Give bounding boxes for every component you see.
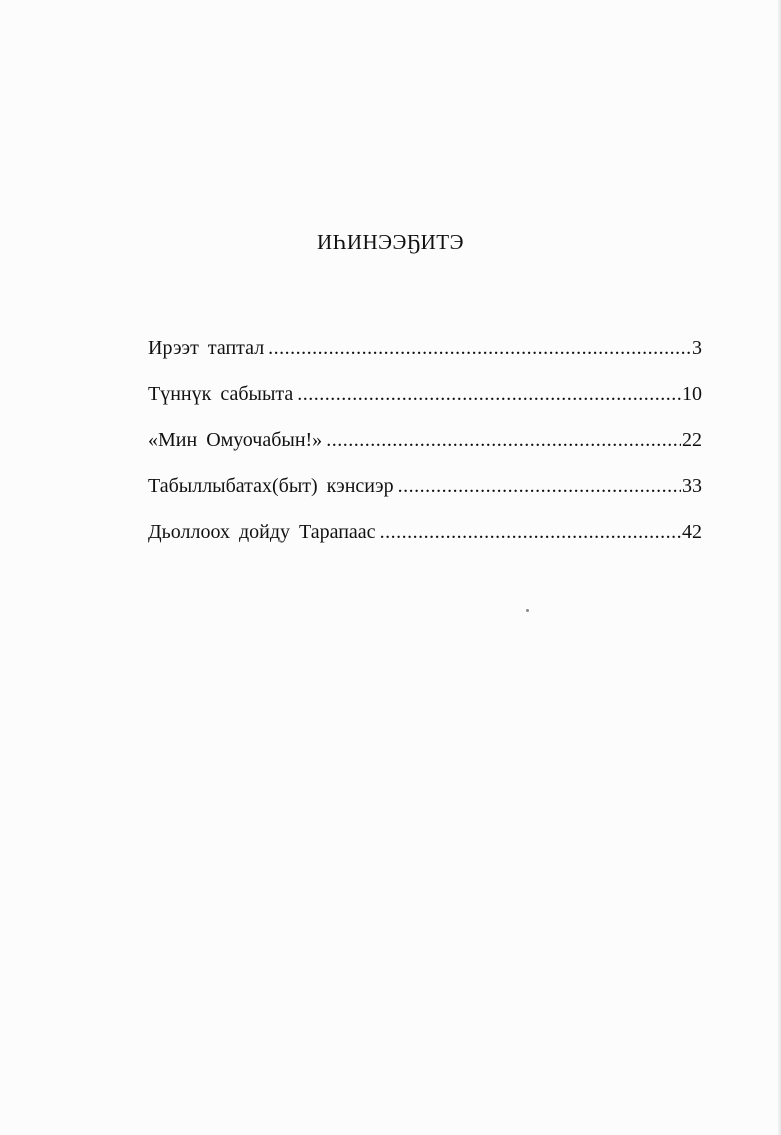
dot-leader [268, 334, 691, 362]
toc-page-number: 10 [682, 383, 702, 405]
toc-page-number: 3 [692, 337, 702, 359]
page-title: ИҺИНЭЭҔИТЭ [317, 230, 464, 254]
dot-leader [398, 472, 681, 500]
toc-entry [148, 334, 702, 380]
table-of-contents [148, 334, 702, 564]
toc-entry-title: Дьоллоох дойду Тарапаас [148, 521, 376, 543]
toc-page-number: 22 [682, 429, 702, 451]
toc-entry [148, 518, 702, 564]
toc-page-number: 42 [682, 521, 702, 543]
paper-speck [526, 609, 529, 612]
dot-leader [380, 518, 681, 546]
toc-entry [148, 426, 702, 472]
toc-entry [148, 380, 702, 426]
toc-entry-title: «Мин Омуочабын!» [148, 429, 323, 451]
dot-leader [326, 426, 681, 454]
toc-entry-title: Түннүк сабыыта [148, 383, 294, 405]
toc-entry-title: Табыллыбатах(быт) кэнсиэр [148, 475, 394, 497]
dot-leader [297, 380, 681, 408]
toc-page-number: 33 [682, 475, 702, 497]
toc-entry [148, 472, 702, 518]
toc-entry-title: Ирээт таптал [148, 337, 265, 359]
